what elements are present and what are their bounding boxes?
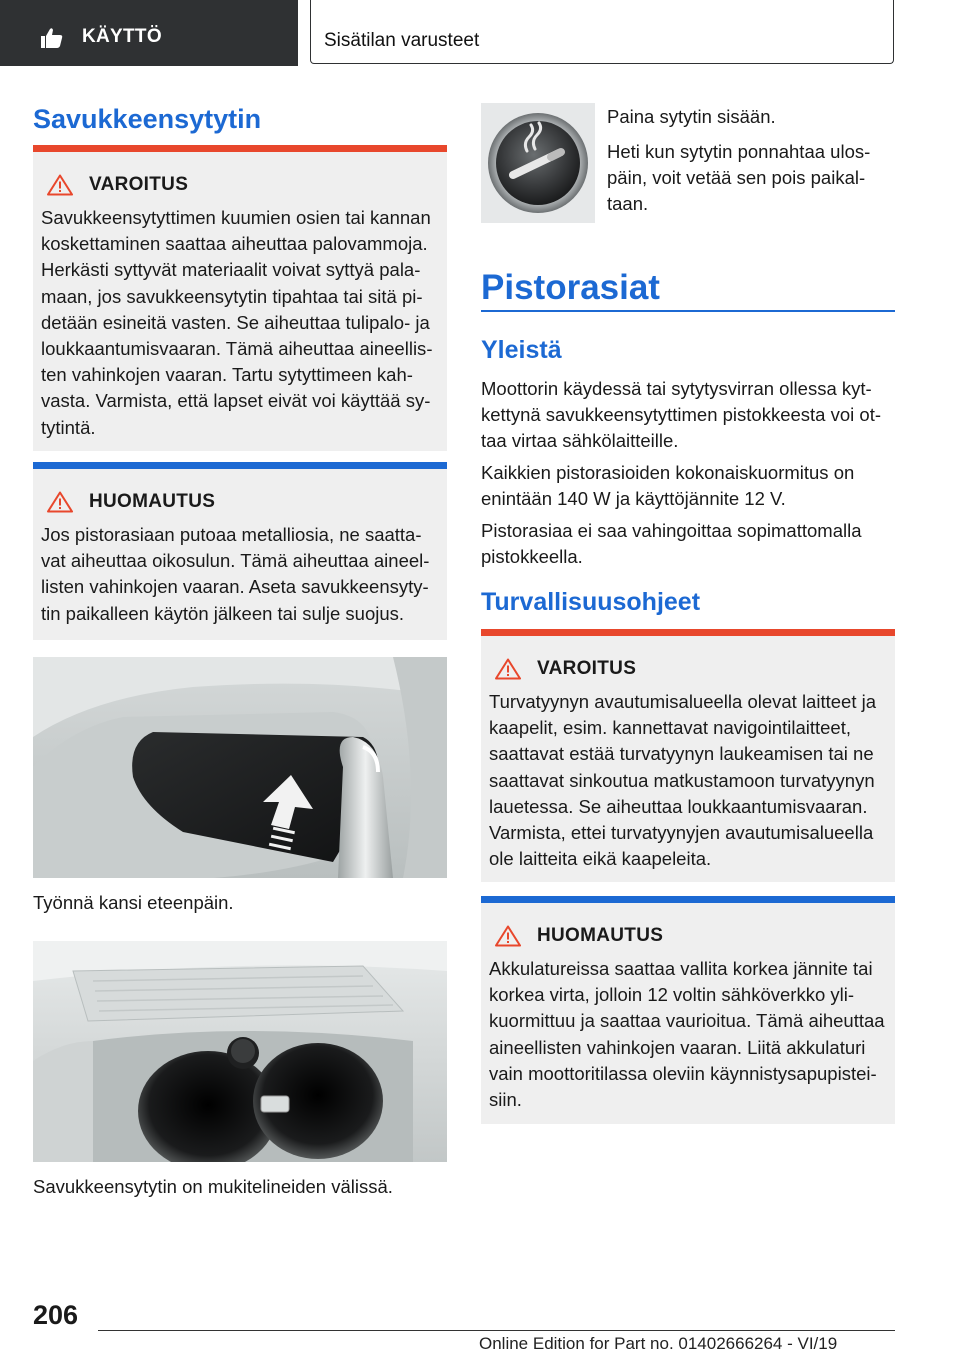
hand-pointer-icon [38, 26, 64, 50]
warning-label: VAROITUS [537, 658, 637, 679]
notice-text: Jos pistorasiaan putoaa metalliosia, ne saattavat aiheuttaa oikosulun. Tämä aiheuttaa aineellisten vahinkojen vaaran. Aseta savukkeensytytin paikalleen käytön jälkeen tai sulje suojus. [41, 524, 430, 624]
footer-rule [98, 1330, 895, 1331]
cigarette-lighter-image [481, 103, 595, 223]
lighter-step: Heti kun sytytin ponnahtaa ulospäin, voit vetää sen pois paikaltaan. [607, 141, 871, 214]
warning-box [33, 145, 447, 451]
notice-text: Akkulatureissa saattaa vallita korkea jännite tai korkea virta, jolloin 12 voltin sähköverkko ylikuormittuu ja saattaa vaurioitua. Tämä aiheuttaa aineellisten vahinkojen vaaran. Liitä akkulaturi vain moottoritilassa oleviin käynnistysapupisteisiin. [489, 958, 885, 1111]
notice-bar [33, 462, 447, 469]
notice-label: HUOMAUTUS [537, 925, 664, 946]
edition-note: Online Edition for Part no. 01402666264 - VI/19 [479, 1334, 838, 1353]
lighter-step: Paina sytytin sisään. [607, 106, 776, 127]
page-number: 206 [33, 1300, 79, 1330]
notice-box [33, 462, 447, 640]
heading-rule [481, 310, 895, 312]
heading-sockets: Pistorasiat [481, 268, 660, 307]
notice-bar [481, 896, 895, 903]
lighter-instructions [607, 104, 897, 226]
notice-box [481, 896, 895, 1124]
paragraph: Moottorin käydessä tai sytytysvirran ollessa kytkettynä savukkeensytyttimen pistokkeesta voi ottaa virtaa sähkölaitteille. [481, 378, 882, 451]
chapter-label: KÄYTTÖ [82, 26, 162, 47]
warning-triangle-icon [47, 174, 73, 196]
warning-bar [481, 629, 895, 636]
warning-text: Turvatyynyn avautumisalueella olevat laitteet ja kaapelit, esim. kannettavat navigointilaitteet, saattavat estää turvatyynyn laukeamisen tai ne saattavat sinkoutua matkustamoon turvatyynyn lauetessa. Se aiheuttaa loukkaantumisvaaran. Varmista, ettei turvatyynyjen avautumisalueella ole laitteita eikä kaapeleita. [489, 691, 876, 870]
general-text [481, 376, 897, 576]
section-title: Sisätilan varusteet [324, 30, 480, 51]
subheading-safety: Turvallisuusohjeet [481, 588, 701, 616]
paragraph: Kaikkien pistorasioiden kokonaiskuormitus on enintään 140 W ja käyttöjännite 12 V. [481, 462, 855, 509]
subheading-general: Yleistä [481, 336, 562, 364]
console-cover-image [33, 657, 447, 878]
warning-text: Savukkeensytyttimen kuumien osien tai kannan koskettaminen saattaa aiheuttaa palovammoja. Herkästi syttyvät materiaalit voivat syttyä palamaan, jos savukkeensytytin tipahtaa tai sitä pidetään esineitä vasten. Se aiheuttaa tulipalo- ja loukkaantumisvaaran. Tämä aiheuttaa aineellisten vahinkojen vaaran. Tartu sytyttimeen kahvasta. Varmista, että lapset eivät voi käyttää sytytintä. [41, 207, 433, 438]
notice-label: HUOMAUTUS [89, 491, 216, 512]
notice-triangle-icon [495, 925, 521, 947]
warning-label: VAROITUS [89, 174, 189, 195]
cup-holders-image [33, 941, 447, 1162]
heading-cigarette-lighter: Savukkeensytytin [33, 104, 262, 134]
caption-lighter-location: Savukkeensytytin on mukitelineiden välissä. [33, 1176, 393, 1197]
warning-triangle-icon [495, 658, 521, 680]
notice-triangle-icon [47, 491, 73, 513]
warning-bar [33, 145, 447, 152]
caption-push-cover: Työnnä kansi eteenpäin. [33, 892, 234, 913]
warning-box [481, 629, 895, 882]
paragraph: Pistorasiaa ei saa vahingoittaa sopimattomalla pistokkeella. [481, 520, 862, 567]
